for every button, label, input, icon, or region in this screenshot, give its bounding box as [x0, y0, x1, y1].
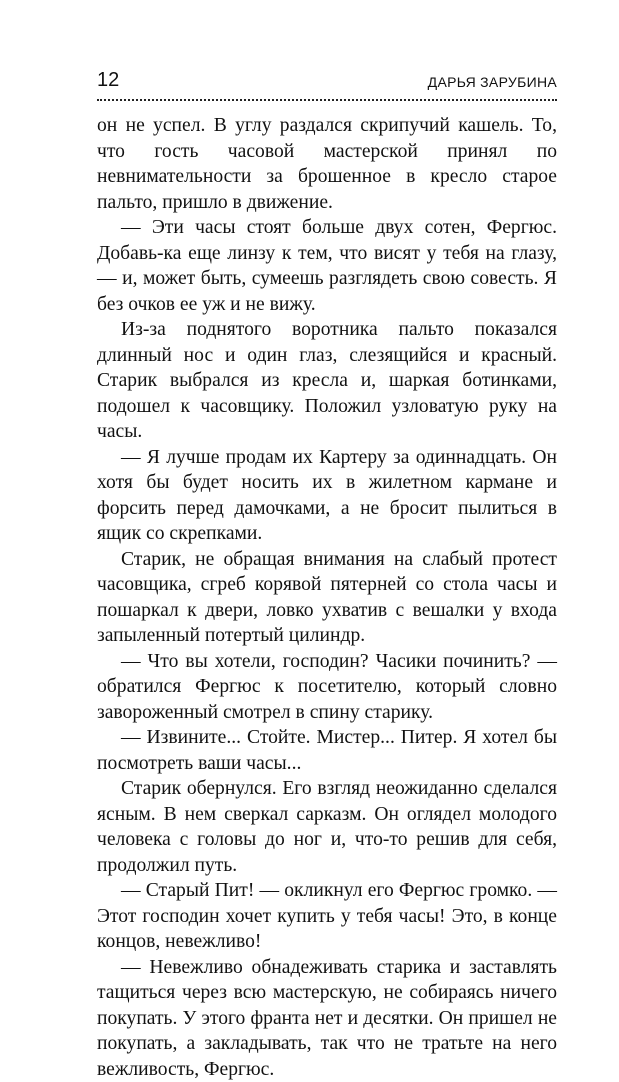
page-number: 12 [97, 68, 119, 92]
paragraph: Старик, не обращая внимания на слабый протест часовщика, сгреб корявой пятерней со стола часы и пошаркал к двери, ловко ухватив с вешалки у входа запыленный потертый цилиндр. [97, 547, 557, 649]
paragraph: — Извините... Стойте. Мистер... Питер. Я хотел бы посмотреть ваши часы... [97, 725, 557, 776]
paragraph: — Старый Пит! — окликнул его Фергюс громко. — Этот господин хочет купить у тебя часы! Это, в конце концов, невежливо! [97, 878, 557, 955]
header-divider [97, 99, 557, 101]
paragraph: он не успел. В углу раздался скрипучий кашель. То, что гость часовой мастерской принял по невнимательности за брошенное в кресло старое пальто, пришло в движение. [97, 113, 557, 215]
paragraph: Старик обернулся. Его взгляд неожиданно сделался ясным. В нем сверкал сарказм. Он оглядел молодого человека с головы до ног и, что-то решив для себя, продолжил путь. [97, 776, 557, 878]
paragraph: — Я лучше продам их Картеру за одиннадцать. Он хотя бы будет носить их в жилетном кармане и форсить перед дамочками, а не бросит пылиться в ящик со скрепками. [97, 445, 557, 547]
paragraph: Из-за поднятого воротника пальто показался длинный нос и один глаз, слезящийся и красный. Старик выбрался из кресла и, шаркая ботинками, подошел к часовщику. Положил узловатую руку на часы. [97, 317, 557, 445]
body-text [97, 113, 557, 1082]
paragraph: — Эти часы стоят больше двух сотен, Фергюс. Добавь-ка еще линзу к тем, что висят у тебя на глазу, — и, может быть, сумеешь разглядеть свою совесть. Я без очков ее уж и не вижу. [97, 215, 557, 317]
paragraph: — Невежливо обнадеживать старика и заставлять тащиться через всю мастерскую, не собираясь ничего покупать. У этого франта нет и десятки. Он пришел не покупать, а закладывать, так что не тратьте на него вежливость, Фергюс. [97, 955, 557, 1082]
running-header-author: ДАРЬЯ ЗАРУБИНА [428, 73, 557, 91]
paragraph: — Что вы хотели, господин? Часики починить? — обратился Фергюс к посетителю, который словно завороженный смотрел в спину старику. [97, 649, 557, 726]
